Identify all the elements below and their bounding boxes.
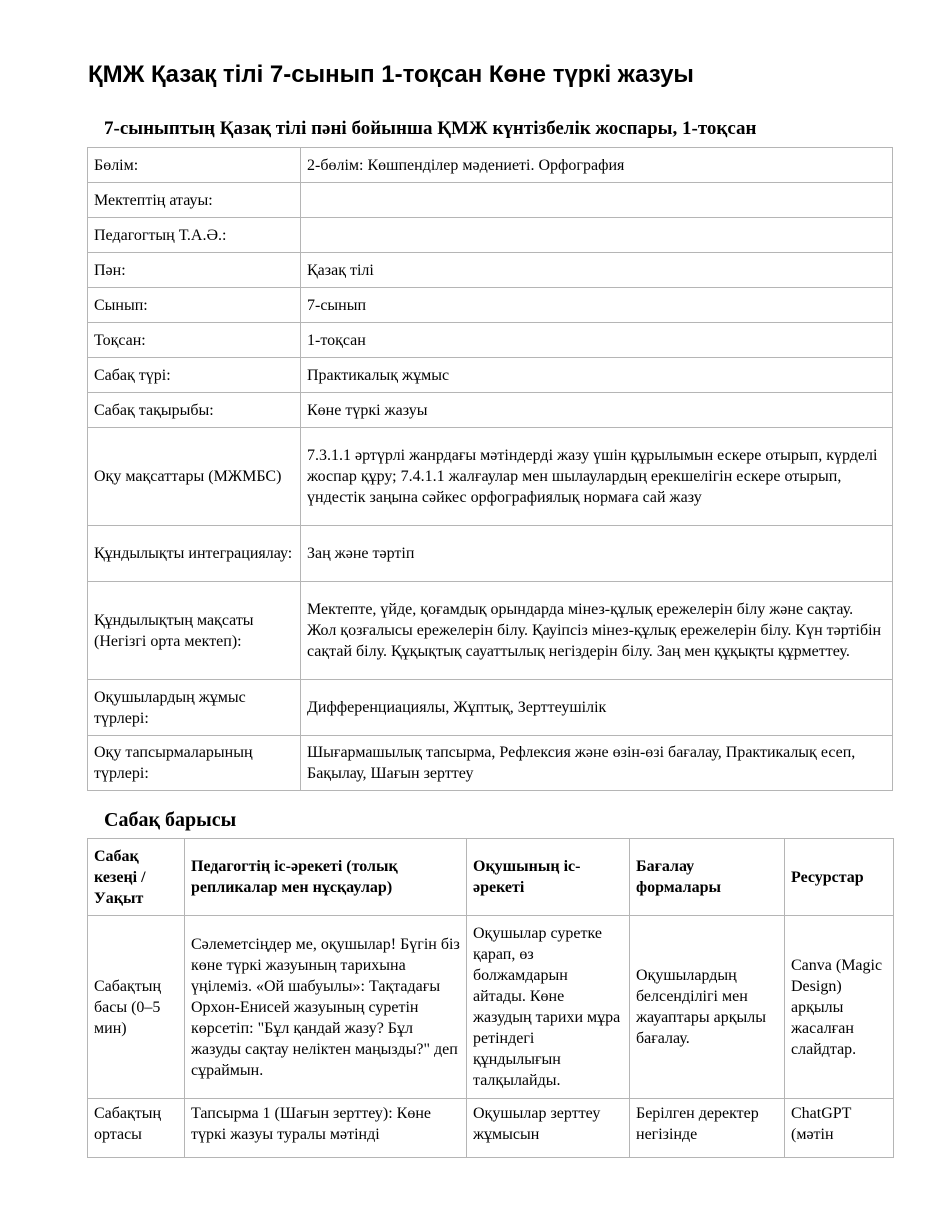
stage-text: Сабақтың ортасы: [94, 1105, 162, 1143]
info-key: Педагогтың Т.А.Ә.:: [88, 218, 301, 253]
info-row: [88, 736, 893, 791]
info-value: 7.3.1.1 әртүрлі жанрдағы мәтіндерді жазу үшін құрылымын ескере отырып, күрделі жоспар құру; 7.4.1.1 жалғаулар мен шылаулардың ерекшелігін ескере отырып, үндестік заңына сәйкес орфографиялық нормаға сай жазу: [301, 428, 893, 526]
info-row: [88, 526, 893, 582]
info-key: Құндылықты интеграциялау:: [88, 526, 301, 582]
info-key: Сынып:: [88, 288, 301, 323]
lesson-row: [88, 1099, 894, 1158]
assessment-text: Берілген деректер негізінде: [636, 1105, 759, 1143]
info-value: [301, 183, 893, 218]
student-text: Оқушылар зерттеу жұмысын: [473, 1105, 601, 1143]
info-key: Пән:: [88, 253, 301, 288]
info-row: [88, 253, 893, 288]
info-value: [301, 218, 893, 253]
info-value: 1-тоқсан: [301, 323, 893, 358]
info-value: Дифференциациялы, Жұптық, Зерттеушілік: [301, 680, 893, 736]
teacher-cell: Сәлеметсіңдер ме, оқушылар! Бүгін біз көне түркі жазуының тарихына үңілеміз. «Ой шабуылы»: Тақтадағы Орхон-Енисей жазуының суретін көрсетіп: "Бұл қандай жазу? Бұл жазуды сақтау неліктен маңызды?" деп сұраймын.: [185, 916, 467, 1099]
info-key: Сабақ түрі:: [88, 358, 301, 393]
info-row: [88, 183, 893, 218]
info-key: Мектептің атауы:: [88, 183, 301, 218]
teacher-text: Тапсырма 1 (Шағын зерттеу): Көне түркі жазуы туралы мәтінді: [191, 1105, 432, 1143]
info-row: [88, 148, 893, 183]
lesson-info-table: [87, 147, 893, 791]
info-key: Сабақ тақырыбы:: [88, 393, 301, 428]
info-key: Оқу мақсаттары (МЖМБС): [88, 428, 301, 526]
info-row: [88, 582, 893, 680]
info-row: [88, 680, 893, 736]
info-value: Практикалық жұмыс: [301, 358, 893, 393]
resources-text: ChatGPT (мәтін: [791, 1105, 852, 1143]
plan-subtitle: 7-сыныптың Қазақ тілі пәні бойынша ҚМЖ күнтізбелік жоспары, 1-тоқсан: [104, 118, 757, 139]
info-key: Оқу тапсырмаларының түрлері:: [88, 736, 301, 791]
student-cell: Оқушылар суретке қарап, өз болжамдарын айтады. Көне жазудың тарихи мұра ретіндегі құндылығын талқылайды.: [467, 916, 630, 1099]
document-title: ҚМЖ Қазақ тілі 7-сынып 1-тоқсан Көне түркі жазуы: [88, 61, 694, 88]
stage-cell: [88, 1099, 185, 1158]
stage-cell: Сабақтың басы (0–5 мин): [88, 916, 185, 1099]
teacher-cell: [185, 1099, 467, 1158]
info-value: Мектепте, үйде, қоғамдық орындарда мінез-құлық ережелерін білу және сақтау. Жол қозғалысы ережелерін білу. Қауіпсіз мінез-құлық ережелерін білу. Күн тәртібін сақтай білу. Құқықтық сауаттылық негіздерін білу. Заң мен құқықты құрметтеу.: [301, 582, 893, 680]
lesson-section-title: Сабақ барысы: [104, 809, 237, 831]
info-row: [88, 288, 893, 323]
info-value: Заң және тәртіп: [301, 526, 893, 582]
student-cell: [467, 1099, 630, 1158]
header-resources: Ресурстар: [785, 839, 894, 916]
info-row: [88, 393, 893, 428]
info-value: Көне түркі жазуы: [301, 393, 893, 428]
lesson-header-row: [88, 839, 894, 916]
info-row: [88, 323, 893, 358]
info-row: [88, 218, 893, 253]
info-key: Оқушылардың жұмыс түрлері:: [88, 680, 301, 736]
info-value: 7-сынып: [301, 288, 893, 323]
header-stage: Сабақ кезеңі / Уақыт: [88, 839, 185, 916]
info-key: Тоқсан:: [88, 323, 301, 358]
info-row: [88, 358, 893, 393]
assessment-cell: [630, 1099, 785, 1158]
resources-cell: Canva (Magic Design) арқылы жасалған слайдтар.: [785, 916, 894, 1099]
assessment-cell: Оқушылардың белсенділігі мен жауаптары арқылы бағалау.: [630, 916, 785, 1099]
info-key: Бөлім:: [88, 148, 301, 183]
info-value: 2-бөлім: Көшпенділер мәдениеті. Орфография: [301, 148, 893, 183]
lesson-plan-table: [87, 838, 894, 1158]
info-value: Шығармашылық тапсырма, Рефлексия және өзін-өзі бағалау, Практикалық есеп, Бақылау, Шағын зерттеу: [301, 736, 893, 791]
header-teacher: Педагогтің іс-әрекеті (толық репликалар мен нұсқаулар): [185, 839, 467, 916]
info-row: [88, 428, 893, 526]
header-student: Оқушының іс-әрекеті: [467, 839, 630, 916]
info-value: Қазақ тілі: [301, 253, 893, 288]
lesson-row: [88, 916, 894, 1099]
header-assessment: Бағалау формалары: [630, 839, 785, 916]
resources-cell: [785, 1099, 894, 1158]
info-key: Құндылықтың мақсаты (Негізгі орта мектеп):: [88, 582, 301, 680]
